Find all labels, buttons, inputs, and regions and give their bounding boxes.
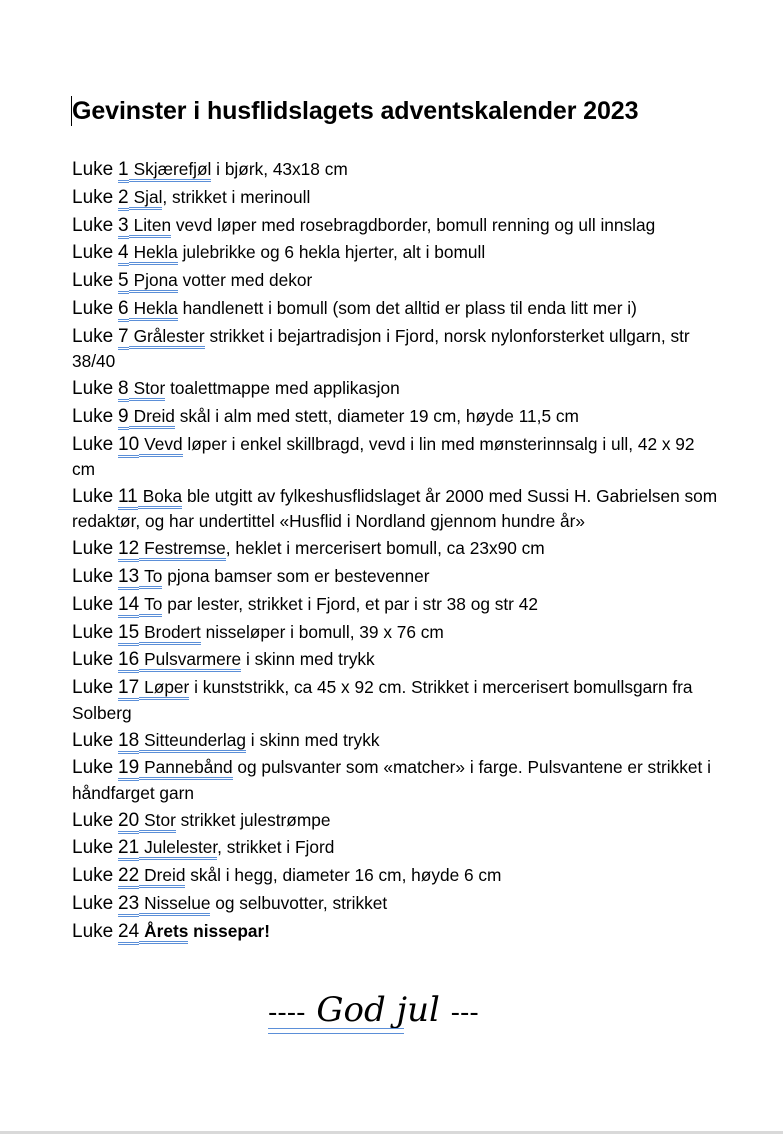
entry-number: 12 [118,538,139,562]
entry-number: 24 [118,921,139,945]
entry-number: 15 [118,622,139,646]
entry-label: Luke [72,729,114,751]
entry-number: 3 [118,215,129,239]
entry-head: Boka [138,486,182,509]
entry-label: Luke [72,159,114,180]
entry-head: Grålester [129,326,205,349]
entry-description: vevd løper med rosebragdborder, bomull renning og ull innslag [171,214,656,235]
entry-number: 8 [118,378,129,402]
list-item [72,213,722,239]
list-item [72,647,722,673]
list-item [72,891,722,917]
entry-number: 16 [118,649,139,673]
entry-number: 6 [118,298,129,322]
entry-description: nissepar! [188,920,270,941]
entry-number: 9 [118,406,129,430]
entry-number: 4 [118,242,129,266]
entry-label: Luke [72,485,114,507]
entry-number: 22 [118,865,139,889]
list-item [72,296,722,322]
entry-head: Liten [129,215,171,238]
entry-head: Hekla [129,242,178,265]
entry-head: Årets [139,921,188,944]
entry-head: Sjal [129,187,163,210]
entry-description: og pulsvanter som «matcher» i farge. Pulsvantene er strikket i håndfarget garn [72,757,711,803]
entry-head: To [139,594,162,617]
entry-description: i skinn med trykk [241,649,375,670]
entry-label: Luke [72,405,114,427]
entry-description: pjona bamser som er bestevenner [162,566,430,587]
list-item [72,376,722,402]
entry-head: Stor [139,810,176,833]
entry-head: Hekla [129,298,178,321]
list-item [72,863,722,889]
list-item [72,620,722,646]
list-item [72,404,722,430]
entry-number: 18 [118,730,139,754]
entry-head: Sitteunderlag [139,730,246,753]
list-item [72,268,722,294]
entry-head: Brodert [139,622,201,645]
entry-label: Luke [72,621,114,643]
entry-number: 11 [118,486,138,510]
footer-greeting [268,988,528,1038]
list-item [72,728,722,754]
entry-description: votter med dekor [177,270,313,291]
entry-head: Pannebånd [139,757,232,780]
entry-description: toalettmappe med applikasjon [165,378,400,399]
list-item [72,536,722,562]
document-title: Gevinster i husflidslagets adventskalender 2023 [72,97,639,125]
entry-label: Luke [72,893,114,915]
entry-description: ble utgitt av fylkeshusflidslaget år 2000 med Sussi H. Gabrielsen som redaktør, og har undertittel «Husflid i Nordland gjennom hundre år» [72,485,718,532]
entry-description: og selbuvotter, strikket [210,893,388,914]
entry-number: 23 [118,893,139,917]
entry-head: Festremse [139,538,226,561]
entry-number: 2 [118,187,129,211]
entry-description: julebrikke og 6 hekla hjerter, alt i bomull [177,242,486,263]
entry-head: Skjærefjøl [129,159,212,182]
footer-dash-right: --- [450,998,479,1028]
entry-label: Luke [72,757,114,779]
entry-head: Dreid [139,865,185,888]
entry-number: 10 [118,434,139,458]
list-item [72,432,722,482]
list-item [72,835,722,861]
entry-label: Luke [72,809,114,831]
entry-head: Løper [139,677,189,700]
list-item [72,755,722,805]
entry-description: skål i alm med stett, diameter 19 cm, høyde 11,5 cm [174,405,579,426]
entry-description: i bjørk, 43x18 cm [211,159,348,179]
entry-label: Luke [72,297,114,319]
entry-number: 17 [118,677,139,701]
entry-description: i kunststrikk, ca 45 x 92 cm. Strikket i mercerisert bomullsgarn fra Solberg [72,677,693,723]
list-item [72,564,722,590]
list-item [72,484,722,534]
entry-label: Luke [72,920,114,942]
entry-head: Pulsvarmere [139,649,241,672]
entry-label: Luke [72,837,114,859]
list-item [72,592,722,618]
entry-description: strikket i bejartradisjon i Fjord, norsk nylonforsterket ullgarn, str 38/40 [72,325,690,372]
entry-label: Luke [72,865,114,887]
entry-number: 21 [118,837,139,861]
footer-text: God jul [316,990,440,1030]
entry-description: par lester, strikket i Fjord, et par i str 38 og str 42 [162,593,538,614]
entry-label: Luke [72,538,114,560]
list-item [72,808,722,834]
list-item [72,324,722,374]
entry-label: Luke [72,186,114,208]
entry-description: , strikket i merinoull [162,186,311,207]
list-item [72,240,722,266]
entry-label: Luke [72,325,114,347]
entry-description: løper i enkel skillbragd, vevd i lin med mønsterinnsalg i ull, 42 x 92 cm [72,433,695,480]
entry-label: Luke [72,433,114,455]
entry-description: nisseløper i bomull, 39 x 76 cm [200,621,444,642]
entry-label: Luke [72,270,114,292]
entry-description: i skinn med trykk [246,729,380,750]
footer-underline [268,1028,404,1034]
entry-number: 5 [118,270,129,294]
entry-label: Luke [72,566,114,588]
list-item [72,919,722,945]
entry-number: 1 [118,159,129,183]
entry-description: handlenett i bomull (som det alltid er plass til enda litt mer i) [177,297,637,318]
entry-head: Nisselue [139,893,210,916]
entry-label: Luke [72,677,114,699]
entry-label: Luke [72,378,114,400]
entry-number: 7 [118,326,129,350]
list-item [72,675,722,725]
entry-description: strikket julestrømpe [175,809,331,830]
entry-head: Julelester [139,837,217,860]
prize-list [72,157,722,947]
entry-label: Luke [72,649,114,671]
entry-head: Stor [129,378,166,401]
footer-dash-left: ---- [268,998,306,1028]
entry-head: To [139,566,162,589]
entry-label: Luke [72,593,114,615]
entry-description: , heklet i mercerisert bomull, ca 23x90 cm [225,538,545,559]
entry-number: 20 [118,810,139,834]
entry-label: Luke [72,214,114,236]
entry-head: Dreid [129,406,175,429]
entry-description: , strikket i Fjord [217,837,335,858]
entry-number: 14 [118,594,139,618]
entry-number: 13 [118,566,139,590]
entry-head: Vevd [139,434,182,457]
list-item [72,185,722,211]
list-item [72,157,722,183]
entry-description: skål i hegg, diameter 16 cm, høyde 6 cm [185,865,502,886]
entry-label: Luke [72,242,114,264]
entry-number: 19 [118,757,139,781]
entry-head: Pjona [129,270,178,293]
